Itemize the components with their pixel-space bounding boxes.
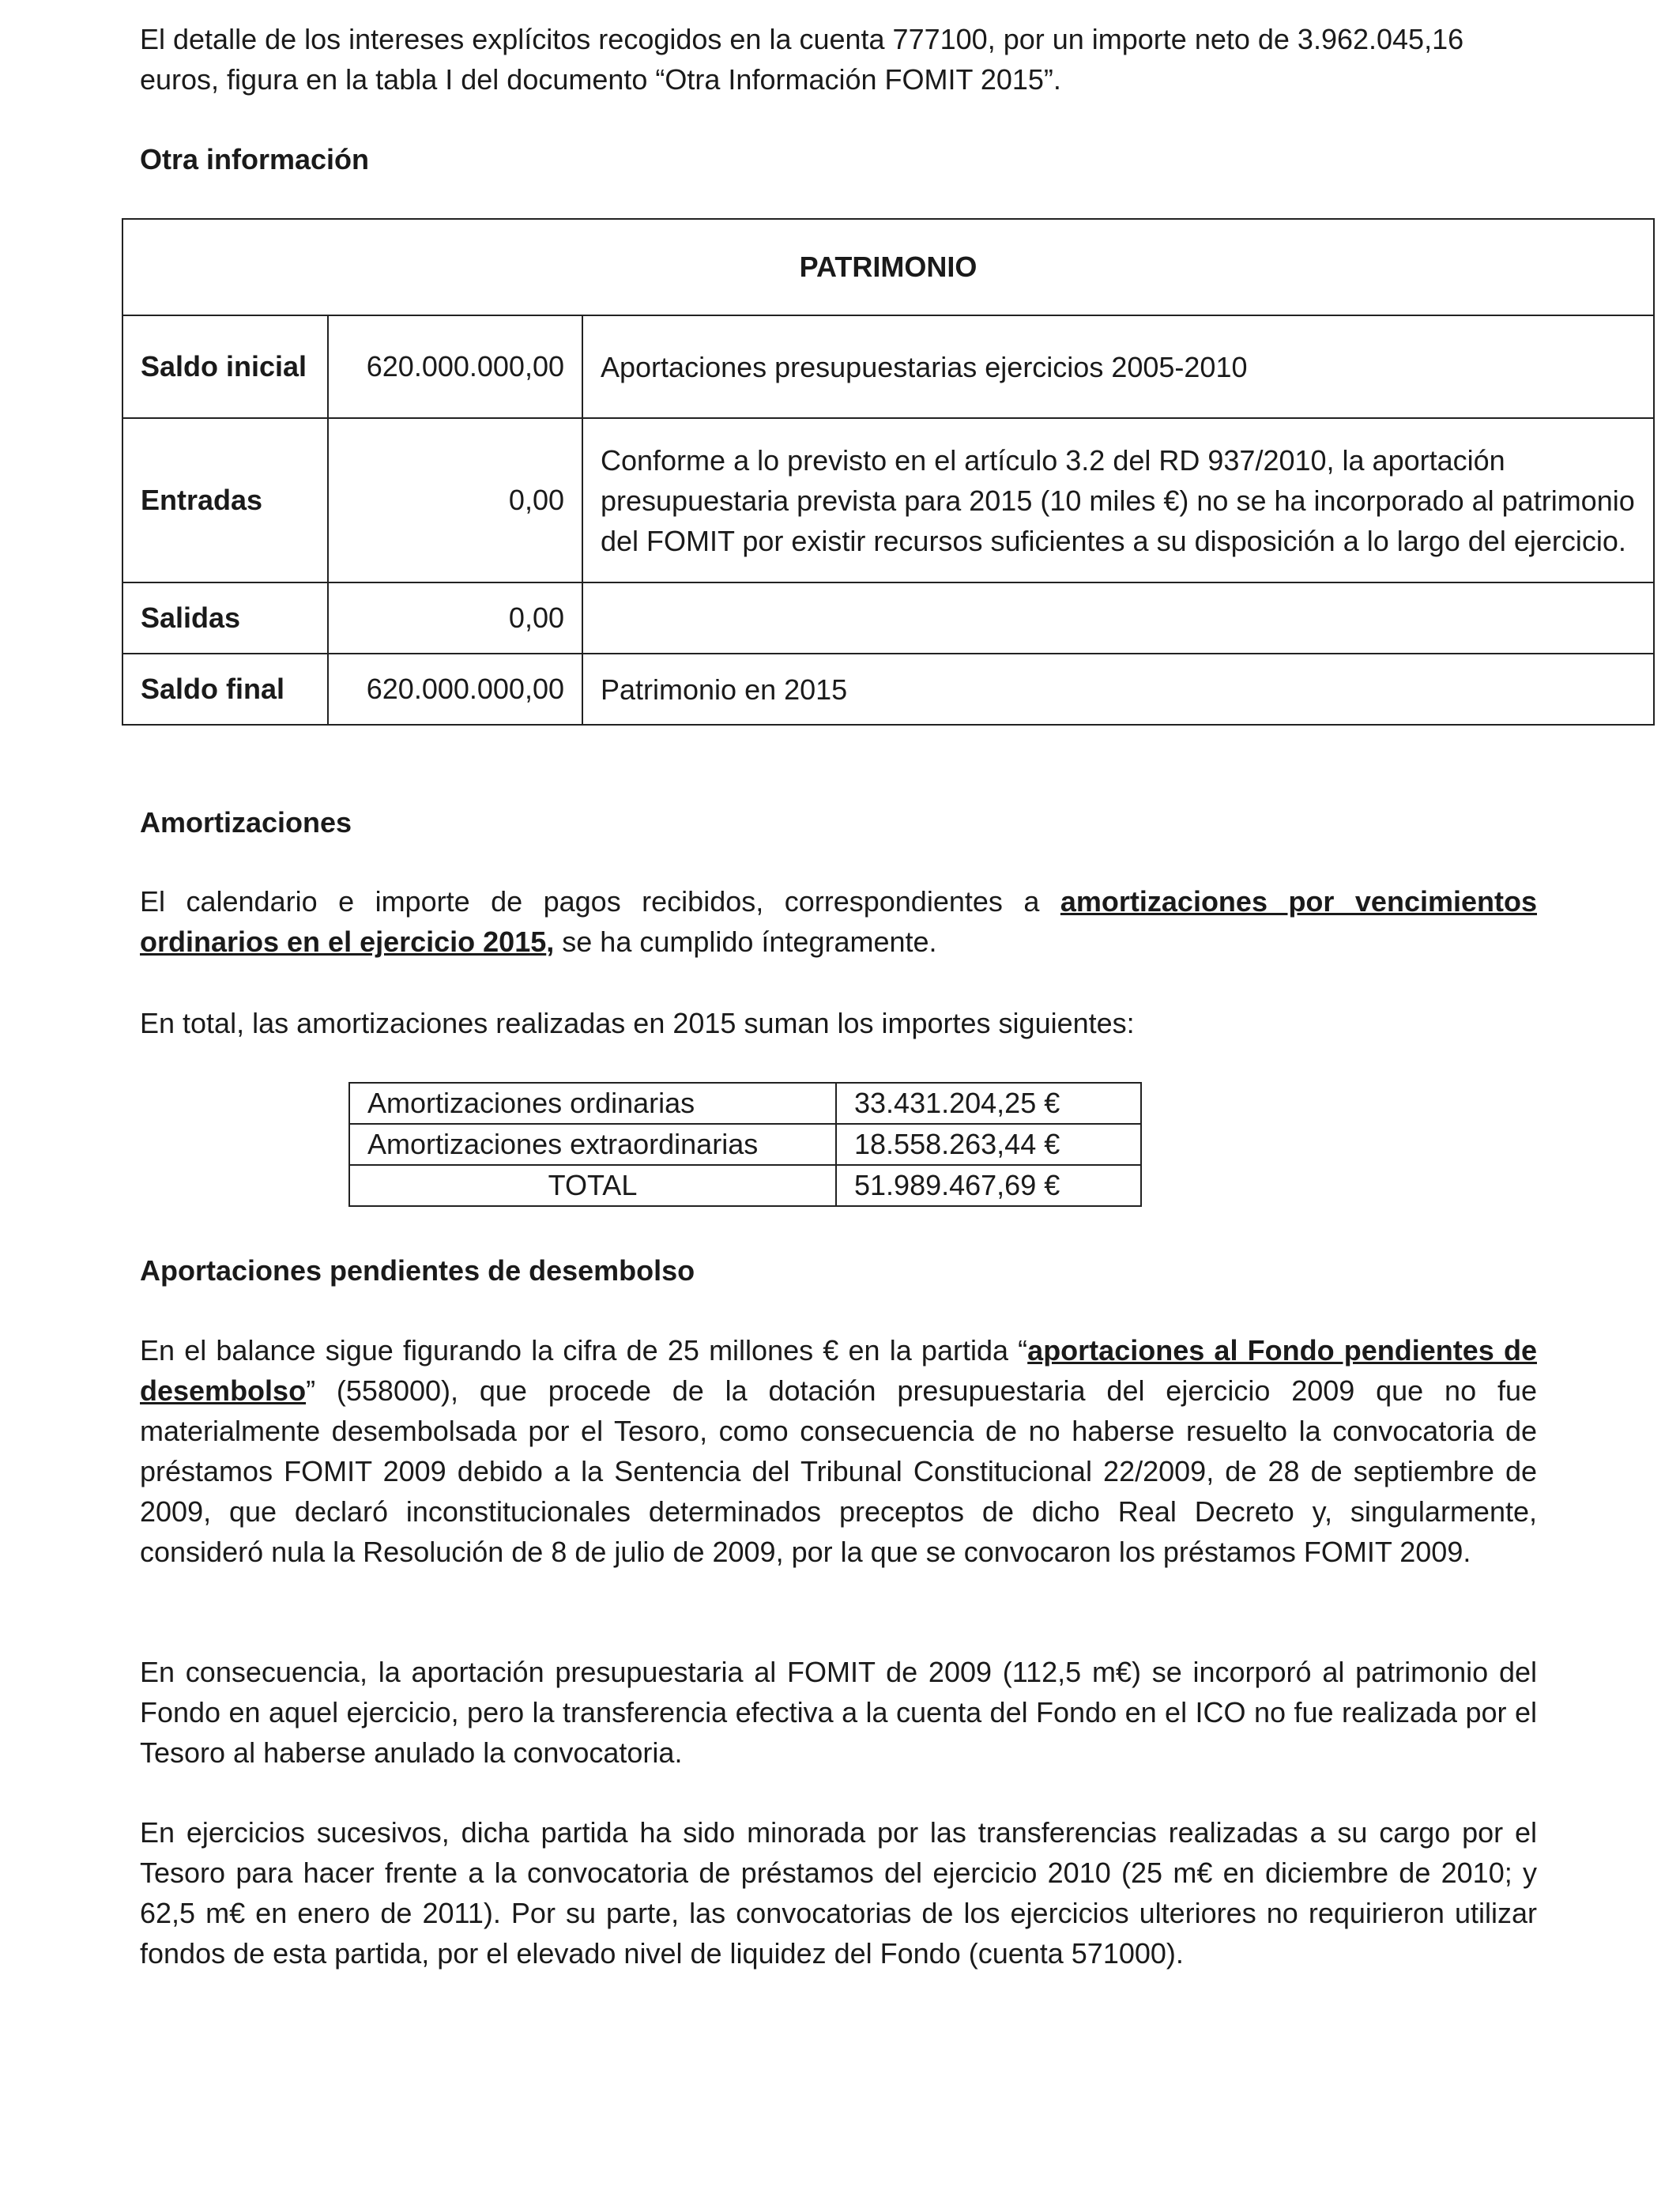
row-label: Saldo inicial — [122, 315, 328, 418]
row-label: Saldo final — [122, 654, 328, 725]
table-row — [122, 582, 1654, 654]
amortizacion-total-label: TOTAL — [349, 1165, 836, 1206]
row-label: Salidas — [122, 582, 328, 654]
row-amount: 620.000.000,00 — [328, 315, 582, 418]
aportaciones-p1-text: En el balance sigue figurando la cifra de 25 millones € en la partida “ — [140, 1334, 1028, 1367]
aportaciones-paragraph-1 — [140, 1330, 1537, 1572]
aportaciones-heading: Aportaciones pendientes de desembolso — [140, 1254, 695, 1287]
amortizacion-concept: Amortizaciones extraordinarias — [349, 1124, 836, 1165]
table-row — [349, 1165, 1141, 1206]
patrimonio-title: PATRIMONIO — [122, 219, 1654, 315]
amortizacion-amount: 33.431.204,25 € — [836, 1083, 1141, 1124]
amortizaciones-p1-emphasis: amortizaciones por vencimientos ordinarios en el ejercicio 2015 — [140, 885, 1537, 958]
row-label: Entradas — [122, 418, 328, 582]
aportaciones-p1-emphasis: aportaciones al Fondo pendientes de desembolso — [140, 1334, 1537, 1407]
amortizacion-amount: 18.558.263,44 € — [836, 1124, 1141, 1165]
row-description: Patrimonio en 2015 — [582, 654, 1654, 725]
aportaciones-paragraph-2: En consecuencia, la aportación presupuestaria al FOMIT de 2009 (112,5 m€) se incorporó al patrimonio del Fondo en aquel ejercicio, pero la transferencia efectiva a la cuenta del Fondo en el ICO no fue realizada por el Tesoro al haberse anulado la convocatoria. — [140, 1656, 1537, 1769]
amortizaciones-p1-comma: , — [546, 925, 555, 958]
otra-informacion-heading: Otra información — [140, 143, 370, 175]
table-row — [122, 418, 1654, 582]
row-amount: 0,00 — [328, 582, 582, 654]
amortizaciones-table — [348, 1082, 1142, 1207]
amortizaciones-p1-text: El calendario e importe de pagos recibidos, correspondientes a — [140, 885, 1060, 918]
amortizaciones-paragraph-2: En total, las amortizaciones realizadas en 2015 suman los importes siguientes: — [140, 1007, 1135, 1039]
amortizaciones-heading: Amortizaciones — [140, 806, 352, 839]
table-row — [349, 1083, 1141, 1124]
row-description: Conforme a lo previsto en el artículo 3.2 del RD 937/2010, la aportación presupuestaria prevista para 2015 (10 miles €) no se ha incorporado al patrimonio del FOMIT por existir recursos suficientes a su disposición a lo largo del ejercicio. — [582, 418, 1654, 582]
amortizaciones-p1-text-end: se ha cumplido íntegramente. — [554, 925, 937, 958]
aportaciones-paragraph-3: En ejercicios sucesivos, dicha partida ha sido minorada por las transferencias realizadas a su cargo por el Tesoro para hacer frente a la convocatoria de préstamos del ejercicio 2010 (25 m€ en diciembre de 2010; y 62,5 m€ en enero de 2011). Por su parte, las convocatorias de los ejercicios ulteriores no requirieron utilizar fondos de esta partida, por el elevado nivel de liquidez del Fondo (cuenta 571000). — [140, 1816, 1537, 1970]
table-row — [122, 315, 1654, 418]
table-row — [122, 654, 1654, 725]
row-description: Aportaciones presupuestarias ejercicios 2005-2010 — [582, 315, 1654, 418]
amortizaciones-paragraph-1 — [140, 881, 1537, 962]
row-description — [582, 582, 1654, 654]
table-row — [349, 1124, 1141, 1165]
row-amount: 0,00 — [328, 418, 582, 582]
intro-paragraph: El detalle de los intereses explícitos recogidos en la cuenta 777100, por un importe neto de 3.962.045,16 euros, figura en la tabla I del documento “Otra Información FOMIT 2015”. — [140, 23, 1464, 96]
aportaciones-p1-text-end: ” (558000), que procede de la dotación presupuestaria del ejercicio 2009 que no fue materialmente desembolsada por el Tesoro, como consecuencia de no haberse resuelto la convocatoria de préstamos FOMIT 2009 debido a la Sentencia del Tribunal Constitucional 22/2009, de 28 de septiembre de 2009, que declaró inconstitucionales determinados preceptos de dicho Real Decreto y, singularmente, consideró nula la Resolución de 8 de julio de 2009, por la que se convocaron los préstamos FOMIT 2009. — [140, 1374, 1537, 1568]
amortizacion-total-amount: 51.989.467,69 € — [836, 1165, 1141, 1206]
row-amount: 620.000.000,00 — [328, 654, 582, 725]
amortizacion-concept: Amortizaciones ordinarias — [349, 1083, 836, 1124]
patrimonio-table — [122, 218, 1655, 726]
